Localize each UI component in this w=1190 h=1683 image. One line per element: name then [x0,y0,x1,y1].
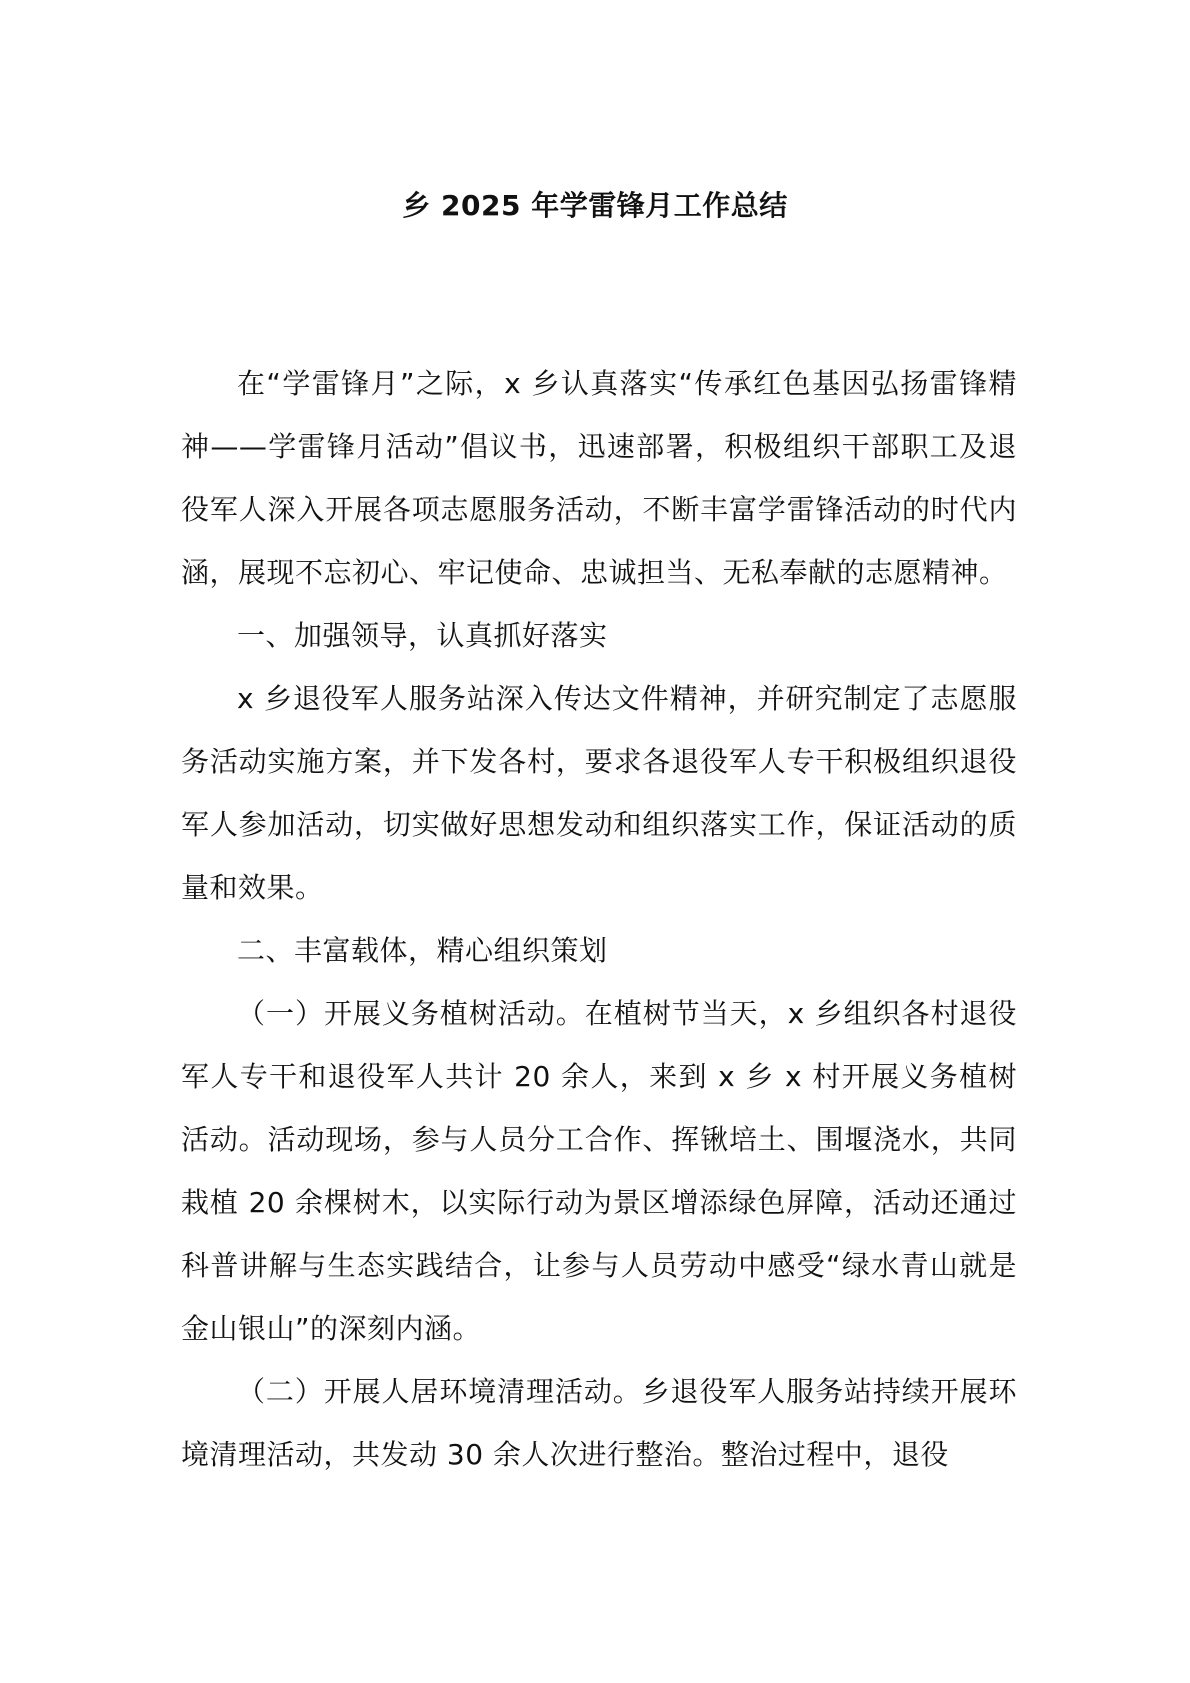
document-body [181,352,1017,1486]
section-1-paragraph: x 乡退役军人服务站深入传达文件精神，并研究制定了志愿服务活动实施方案，并下发各村，要求各退役军人专干积极组织退役军人参加活动，切实做好思想发动和组织落实工作，保证活动的质量和效果。 [181,682,1017,904]
section-heading-1: 一、加强领导，认真抓好落实 [237,619,608,652]
subsection-2-paragraph: （二）开展人居环境清理活动。乡退役军人服务站持续开展环境清理活动，共发动 30 余人次进行整治。整治过程中，退役 [181,1375,1017,1471]
subsection-1-paragraph: （一）开展义务植树活动。在植树节当天，x 乡组织各村退役军人专干和退役军人共计 20 余人，来到 x 乡 x 村开展义务植树活动。活动现场，参与人员分工合作、挥锹培土、围堰浇水，共同栽植 20 余棵树木，以实际行动为景区增添绿色屏障，活动还通过科普讲解与生态实践结合，让参与人员劳动中感受“绿水青山就是金山银山”的深刻内涵。 [181,997,1017,1345]
document-title: 乡 2025 年学雷锋月工作总结 [402,189,788,222]
intro-paragraph: 在“学雷锋月”之际，x 乡认真落实“传承红色基因弘扬雷锋精神——学雷锋月活动”倡议书，迅速部署，积极组织干部职工及退役军人深入开展各项志愿服务活动，不断丰富学雷锋活动的时代内涵，展现不忘初心、牢记使命、忠诚担当、无私奉献的志愿精神。 [181,367,1017,589]
section-heading-2: 二、丰富载体，精心组织策划 [237,934,608,967]
